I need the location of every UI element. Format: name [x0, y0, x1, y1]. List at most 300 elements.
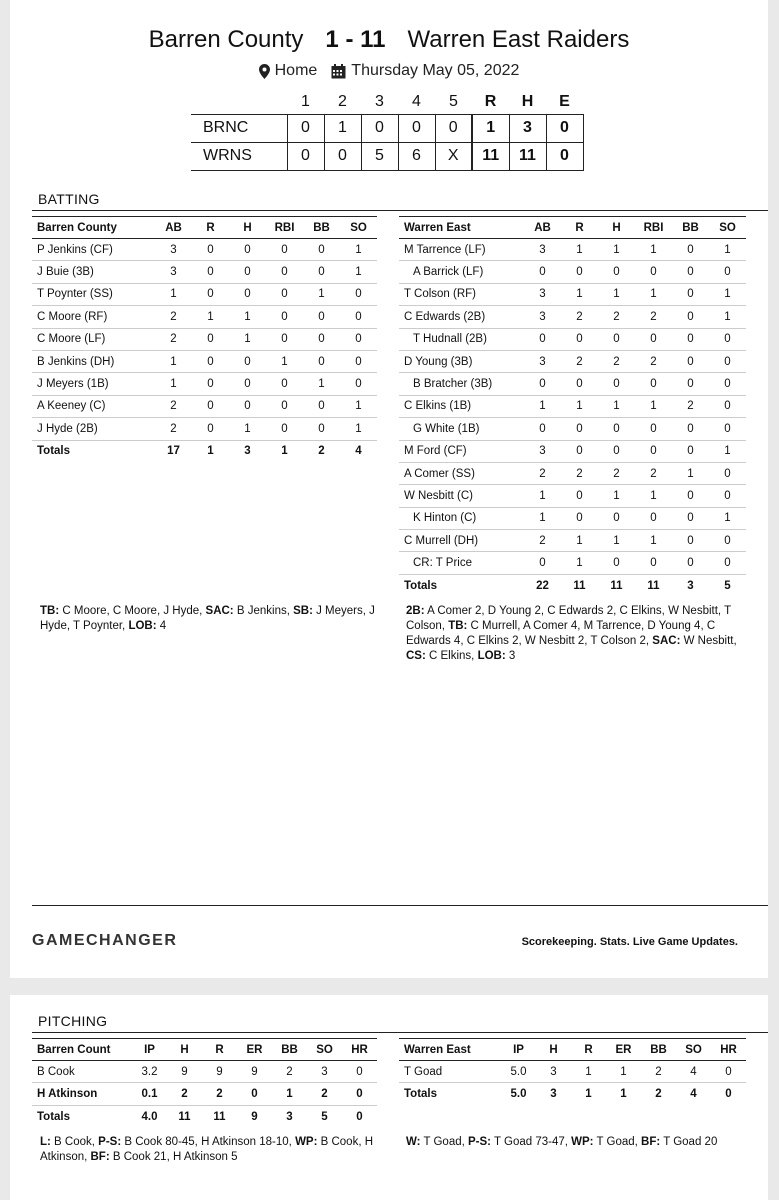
- stat-cell: 1: [340, 239, 377, 261]
- gamechanger-logo: GAMECHANGER: [32, 932, 178, 949]
- stat-cell: 0: [709, 418, 746, 440]
- total-cell: 4: [340, 440, 377, 462]
- total-cell: 9: [237, 1105, 272, 1127]
- player-name: T Goad: [399, 1061, 501, 1083]
- stat-cell: 1: [303, 373, 340, 395]
- stat-cell: 1: [709, 507, 746, 529]
- stat-cell: 2: [272, 1061, 307, 1083]
- total-cell: 5.0: [501, 1083, 536, 1105]
- stat-cell: 0: [672, 328, 709, 350]
- stat-cell: 1: [524, 395, 561, 417]
- errors-header: E: [559, 92, 570, 110]
- total-cell: 22: [524, 574, 561, 596]
- player-row: [32, 306, 377, 328]
- inning-score: 1: [324, 114, 361, 142]
- note-key: SAC:: [652, 635, 681, 647]
- stat-cell: 0: [672, 306, 709, 328]
- stat-cell: 2: [155, 328, 192, 350]
- player-name: M Tarrence (LF): [399, 239, 524, 261]
- stat-cell: 0: [709, 373, 746, 395]
- stat-cell: 1: [709, 440, 746, 462]
- note-key: LOB:: [128, 620, 157, 632]
- stat-cell: 2: [635, 462, 672, 484]
- rhe-value: 11: [509, 142, 546, 170]
- total-cell: 4: [676, 1083, 711, 1105]
- stat-column-header: HR: [342, 1039, 377, 1061]
- stat-cell: 0: [340, 306, 377, 328]
- stat-cell: 1: [635, 395, 672, 417]
- stat-cell: 1: [229, 418, 266, 440]
- note-value: J Meyers, J Hyde, T Poynter,: [40, 605, 375, 632]
- line-score-row: [191, 142, 583, 170]
- note-value: 4: [156, 620, 167, 632]
- note-key: CS:: [406, 650, 426, 662]
- stat-cell: 0: [192, 373, 229, 395]
- stat-cell: 2: [524, 462, 561, 484]
- inning-score: 5: [361, 142, 398, 170]
- player-name: P Jenkins (CF): [32, 239, 155, 261]
- stat-column-header: ER: [606, 1039, 641, 1061]
- player-name: B Bratcher (3B): [399, 373, 524, 395]
- stat-cell: 1: [155, 283, 192, 305]
- stat-column-header: R: [571, 1039, 606, 1061]
- stat-cell: 0: [303, 306, 340, 328]
- player-row: [399, 328, 746, 350]
- stat-cell: 1: [192, 306, 229, 328]
- stat-column-header: H: [536, 1039, 571, 1061]
- total-cell: 3: [229, 440, 266, 462]
- player-name: A Barrick (LF): [399, 261, 524, 283]
- player-row: [399, 552, 746, 574]
- rhe-value: 0: [546, 142, 583, 170]
- stat-cell: 9: [202, 1061, 237, 1083]
- stat-cell: 2: [561, 462, 598, 484]
- stat-column-header: AB: [524, 217, 561, 239]
- total-cell: 0: [342, 1105, 377, 1127]
- player-row: [32, 328, 377, 350]
- calendar-icon: [331, 64, 346, 79]
- stat-cell: 0.1: [132, 1083, 167, 1105]
- player-row: [32, 1083, 377, 1105]
- stat-cell: 0: [635, 328, 672, 350]
- stat-cell: 0: [709, 485, 746, 507]
- stat-cell: 0: [266, 239, 303, 261]
- player-name: J Hyde (2B): [32, 418, 155, 440]
- stat-column-header: AB: [155, 217, 192, 239]
- totals-row: [399, 574, 746, 596]
- note-value: C Moore, C Moore, J Hyde,: [59, 605, 206, 617]
- stat-cell: 0: [303, 328, 340, 350]
- stat-cell: 1: [155, 350, 192, 372]
- stat-cell: 0: [266, 373, 303, 395]
- note-key: BF:: [641, 1136, 661, 1148]
- stat-cell: 0: [672, 552, 709, 574]
- inning-score: 0: [324, 142, 361, 170]
- total-cell: 11: [167, 1105, 202, 1127]
- inning-header: 5: [449, 92, 458, 110]
- player-name: J Buie (3B): [32, 261, 155, 283]
- stat-cell: 0: [340, 350, 377, 372]
- inning-header: 4: [412, 92, 421, 110]
- totals-row: [399, 1083, 746, 1105]
- stat-cell: 0: [672, 440, 709, 462]
- away-batting-notes: [40, 604, 375, 634]
- note-key: L:: [40, 1136, 51, 1148]
- stat-cell: 0: [266, 261, 303, 283]
- stat-cell: 0: [598, 373, 635, 395]
- player-name: G White (1B): [399, 418, 524, 440]
- away-pitching-table: [32, 1038, 377, 1128]
- note-value: C Elkins,: [425, 650, 478, 662]
- stat-cell: 0: [672, 261, 709, 283]
- stat-cell: 0: [709, 552, 746, 574]
- stat-cell: 0: [192, 350, 229, 372]
- stat-column-header: R: [192, 217, 229, 239]
- totals-row: [32, 440, 377, 462]
- stat-cell: 3: [155, 261, 192, 283]
- stat-cell: 2: [524, 530, 561, 552]
- player-name: T Poynter (SS): [32, 283, 155, 305]
- inning-score: 0: [287, 142, 324, 170]
- stat-column-header: IP: [132, 1039, 167, 1061]
- home-batting-notes: [406, 604, 742, 664]
- stat-cell: 0: [229, 283, 266, 305]
- stat-cell: 0: [561, 485, 598, 507]
- stat-cell: 0: [303, 418, 340, 440]
- stat-cell: 1: [598, 530, 635, 552]
- stat-cell: 0: [266, 418, 303, 440]
- player-row: [399, 306, 746, 328]
- totals-row: [32, 1105, 377, 1127]
- footer-divider: [32, 905, 768, 906]
- inning-header: 1: [301, 92, 310, 110]
- total-cell: 11: [635, 574, 672, 596]
- inning-score: X: [435, 142, 472, 170]
- stat-cell: 1: [561, 283, 598, 305]
- stat-cell: 1: [561, 530, 598, 552]
- player-name: J Meyers (1B): [32, 373, 155, 395]
- line-score-team: WRNS: [191, 142, 287, 170]
- stat-cell: 2: [202, 1083, 237, 1105]
- stat-cell: 0: [524, 552, 561, 574]
- player-name: D Young (3B): [399, 350, 524, 372]
- stat-cell: 0: [709, 395, 746, 417]
- stat-cell: 4: [676, 1061, 711, 1083]
- stat-cell: 2: [561, 350, 598, 372]
- scorebook-page-1: [10, 0, 768, 978]
- total-cell: 11: [598, 574, 635, 596]
- stat-column-header: SO: [709, 217, 746, 239]
- note-key: P-S:: [98, 1136, 122, 1148]
- stat-cell: 1: [709, 283, 746, 305]
- note-key: SAC:: [205, 605, 234, 617]
- stat-cell: 0: [635, 552, 672, 574]
- note-value: W Nesbitt,: [680, 635, 737, 647]
- team-column-header: Warren East: [399, 217, 524, 239]
- total-cell: 5: [307, 1105, 342, 1127]
- stat-column-header: BB: [672, 217, 709, 239]
- stat-cell: 2: [155, 395, 192, 417]
- stat-column-header: SO: [307, 1039, 342, 1061]
- game-date: Thursday May 05, 2022: [351, 62, 520, 79]
- stat-cell: 0: [266, 328, 303, 350]
- away-batting-table: [32, 216, 377, 462]
- rhe-value: 11: [472, 142, 509, 170]
- stat-cell: 0: [561, 418, 598, 440]
- stat-cell: 0: [340, 373, 377, 395]
- stat-cell: 0: [524, 373, 561, 395]
- stat-cell: 0: [598, 328, 635, 350]
- stat-cell: 0: [342, 1061, 377, 1083]
- footer-tagline: Scorekeeping. Stats. Live Game Updates.: [521, 936, 738, 948]
- stat-cell: 0: [709, 328, 746, 350]
- header-row: [32, 217, 377, 239]
- stat-column-header: ER: [237, 1039, 272, 1061]
- stat-cell: 3: [524, 350, 561, 372]
- stat-cell: 0: [672, 530, 709, 552]
- team-column-header: Barren Count: [32, 1039, 132, 1061]
- note-value: B Cook 80-45, H Atkinson 18-10,: [121, 1136, 296, 1148]
- inning-score: 0: [398, 114, 435, 142]
- player-row: [32, 350, 377, 372]
- header-row: [32, 1039, 377, 1061]
- stat-cell: 1: [524, 507, 561, 529]
- stat-cell: 1: [598, 395, 635, 417]
- player-name: CR: T Price: [399, 552, 524, 574]
- player-name: M Ford (CF): [399, 440, 524, 462]
- section-divider: [32, 1032, 768, 1033]
- note-value: T Goad,: [420, 1136, 469, 1148]
- totals-label: Totals: [399, 574, 524, 596]
- player-name: B Cook: [32, 1061, 132, 1083]
- player-name: H Atkinson: [32, 1083, 132, 1105]
- player-row: [399, 283, 746, 305]
- stat-cell: 0: [340, 328, 377, 350]
- note-value: T Goad,: [593, 1136, 642, 1148]
- player-row: [399, 418, 746, 440]
- stat-cell: 0: [598, 418, 635, 440]
- stat-cell: 1: [598, 283, 635, 305]
- player-row: [399, 261, 746, 283]
- stat-cell: 0: [266, 283, 303, 305]
- game-title: [10, 26, 768, 54]
- player-row: [399, 395, 746, 417]
- location-label: Home: [274, 62, 318, 79]
- player-row: [399, 485, 746, 507]
- stat-cell: 0: [229, 395, 266, 417]
- stat-cell: 3: [307, 1061, 342, 1083]
- player-row: [399, 239, 746, 261]
- player-name: B Jenkins (DH): [32, 350, 155, 372]
- stat-cell: 0: [303, 350, 340, 372]
- stat-cell: 1: [561, 552, 598, 574]
- map-pin-icon: [259, 64, 270, 79]
- stat-cell: 1: [571, 1061, 606, 1083]
- stat-cell: 1: [635, 530, 672, 552]
- stat-cell: 1: [340, 261, 377, 283]
- note-value: B Jenkins,: [233, 605, 294, 617]
- runs-header: R: [484, 92, 497, 110]
- batting-section-label: BATTING: [38, 191, 100, 207]
- note-key: 2B:: [406, 605, 425, 617]
- stat-cell: 2: [598, 306, 635, 328]
- stat-cell: 0: [229, 350, 266, 372]
- stat-cell: 0: [229, 261, 266, 283]
- note-key: SB:: [293, 605, 313, 617]
- totals-label: Totals: [32, 1105, 132, 1127]
- note-value: 3: [505, 650, 516, 662]
- total-cell: 5: [709, 574, 746, 596]
- player-row: [32, 261, 377, 283]
- stat-cell: 0: [303, 395, 340, 417]
- player-row: [399, 530, 746, 552]
- totals-label: Totals: [32, 440, 155, 462]
- home-batting-table: [399, 216, 746, 597]
- note-key: TB:: [40, 605, 60, 617]
- stat-cell: 1: [672, 462, 709, 484]
- stat-cell: 2: [155, 306, 192, 328]
- stat-cell: 0: [561, 507, 598, 529]
- stat-cell: 0: [229, 373, 266, 395]
- total-cell: 2: [303, 440, 340, 462]
- stat-column-header: RBI: [635, 217, 672, 239]
- stat-cell: 0: [229, 239, 266, 261]
- away-pitching-notes: [40, 1135, 375, 1165]
- stat-cell: 3: [524, 306, 561, 328]
- stat-cell: 1: [303, 283, 340, 305]
- stat-cell: 0: [192, 239, 229, 261]
- stat-cell: 0: [711, 1061, 746, 1083]
- stat-cell: 0: [192, 328, 229, 350]
- stat-cell: 0: [561, 328, 598, 350]
- total-cell: 1: [606, 1083, 641, 1105]
- inning-header: 3: [375, 92, 384, 110]
- total-cell: 3: [536, 1083, 571, 1105]
- stat-cell: 0: [561, 373, 598, 395]
- stat-cell: 5.0: [501, 1061, 536, 1083]
- stat-cell: 0: [192, 395, 229, 417]
- note-value: T Goad 73-47,: [491, 1136, 572, 1148]
- stat-cell: 0: [598, 440, 635, 462]
- note-key: WP:: [571, 1136, 594, 1148]
- stat-cell: 0: [672, 418, 709, 440]
- stat-cell: 2: [598, 350, 635, 372]
- stat-column-header: BB: [303, 217, 340, 239]
- note-value: B Cook 21, H Atkinson 5: [109, 1151, 238, 1163]
- away-team-name: Barren County: [148, 26, 304, 53]
- inning-score: 0: [287, 114, 324, 142]
- stat-cell: 1: [340, 418, 377, 440]
- stat-cell: 0: [524, 328, 561, 350]
- stat-column-header: R: [561, 217, 598, 239]
- stat-column-header: HR: [711, 1039, 746, 1061]
- total-cell: 1: [192, 440, 229, 462]
- final-score: 1 - 11: [325, 26, 386, 53]
- player-name: C Edwards (2B): [399, 306, 524, 328]
- stat-cell: 1: [709, 306, 746, 328]
- total-cell: 17: [155, 440, 192, 462]
- player-row: [32, 1061, 377, 1083]
- stat-cell: 1: [229, 328, 266, 350]
- date-info: [331, 62, 519, 80]
- stat-cell: 1: [524, 485, 561, 507]
- player-name: C Moore (LF): [32, 328, 155, 350]
- player-row: [399, 373, 746, 395]
- note-value: C Murrell, A Comer 4, M Tarrence, D Young 4, C Edwards 4, C Elkins 2, W Nesbitt 2, T Colson 2,: [406, 620, 716, 647]
- note-key: WP:: [295, 1136, 318, 1148]
- stat-cell: 0: [342, 1083, 377, 1105]
- stat-cell: 1: [598, 485, 635, 507]
- stat-cell: 2: [167, 1083, 202, 1105]
- stat-cell: 0: [635, 418, 672, 440]
- stat-cell: 0: [524, 261, 561, 283]
- inning-score: 6: [398, 142, 435, 170]
- stat-cell: 3: [524, 239, 561, 261]
- player-row: [32, 283, 377, 305]
- stat-cell: 0: [598, 552, 635, 574]
- stat-cell: 1: [340, 395, 377, 417]
- rhe-value: 0: [546, 114, 583, 142]
- stat-cell: 0: [192, 261, 229, 283]
- inning-score: 0: [435, 114, 472, 142]
- player-row: [32, 418, 377, 440]
- note-value: B Cook,: [50, 1136, 99, 1148]
- total-cell: 1: [266, 440, 303, 462]
- line-score-team: BRNC: [191, 114, 287, 142]
- stat-cell: 0: [598, 507, 635, 529]
- stat-column-header: BB: [272, 1039, 307, 1061]
- stat-cell: 1: [635, 239, 672, 261]
- note-value: A Comer 2, D Young 2, C Edwards 2, C Elkins, W Nesbitt, T Colson,: [406, 605, 731, 632]
- stat-cell: 0: [266, 395, 303, 417]
- player-name: C Murrell (DH): [399, 530, 524, 552]
- player-name: C Moore (RF): [32, 306, 155, 328]
- player-row: [399, 440, 746, 462]
- stat-cell: 0: [303, 261, 340, 283]
- stat-cell: 0: [635, 373, 672, 395]
- stat-cell: 1: [272, 1083, 307, 1105]
- note-key: P-S:: [468, 1136, 492, 1148]
- stat-cell: 0: [672, 507, 709, 529]
- stat-column-header: SO: [340, 217, 377, 239]
- stat-cell: 2: [635, 350, 672, 372]
- total-cell: 0: [711, 1083, 746, 1105]
- stat-cell: 1: [229, 306, 266, 328]
- player-row: [32, 395, 377, 417]
- stat-column-header: H: [598, 217, 635, 239]
- note-key: LOB:: [477, 650, 506, 662]
- player-row: [399, 462, 746, 484]
- stat-cell: 0: [672, 350, 709, 372]
- stat-cell: 0: [672, 283, 709, 305]
- stat-cell: 0: [192, 283, 229, 305]
- stat-cell: 0: [709, 261, 746, 283]
- scorebook-page-2: [10, 995, 768, 1200]
- stat-cell: 0: [709, 462, 746, 484]
- stat-column-header: BB: [641, 1039, 676, 1061]
- stat-cell: 3: [536, 1061, 571, 1083]
- stat-cell: 0: [672, 373, 709, 395]
- location-info: [259, 62, 318, 80]
- totals-label: Totals: [399, 1083, 501, 1105]
- stat-cell: 0: [672, 239, 709, 261]
- stat-cell: 0: [635, 507, 672, 529]
- player-name: T Hudnall (2B): [399, 328, 524, 350]
- player-row: [399, 1061, 746, 1083]
- total-cell: 3: [672, 574, 709, 596]
- total-cell: 1: [571, 1083, 606, 1105]
- stat-cell: 1: [709, 239, 746, 261]
